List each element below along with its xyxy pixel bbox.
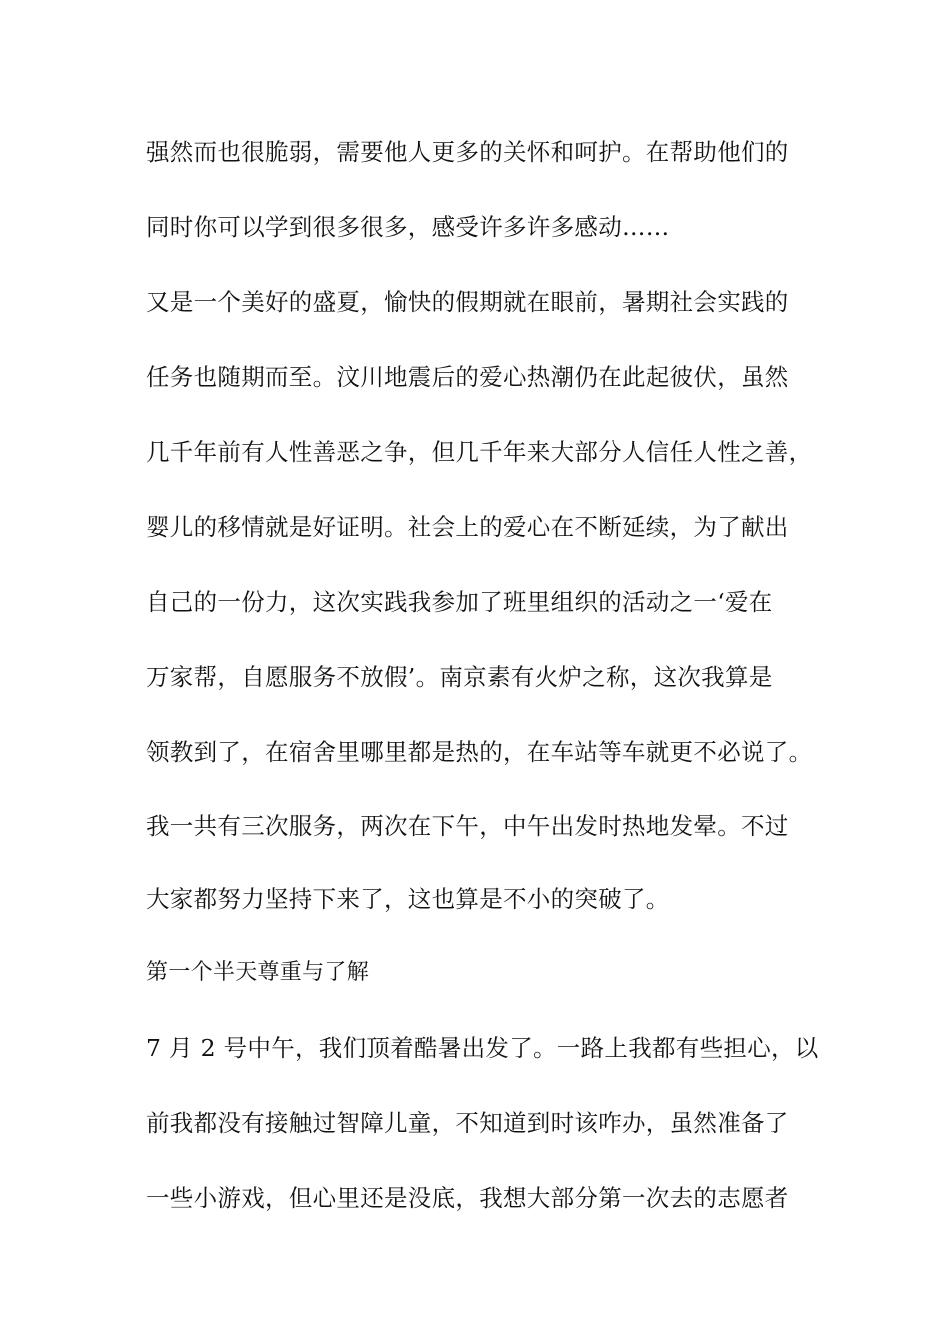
text-line: 任务也随期而至。汶川地震后的爱心热潮仍在此起彼伏，虽然 [146, 363, 789, 391]
text-line: 一些小游戏，但心里还是没底，我想大部分第一次去的志愿者 [146, 1184, 789, 1212]
text-line: 大家都努力坚持下来了，这也算是不小的突破了。 [146, 885, 670, 913]
text-line: 同时你可以学到很多很多，感受许多许多感动…… [146, 213, 670, 241]
text-line: 前我都没有接触过智障儿童，不知道到时该咋办，虽然准备了 [146, 1109, 789, 1137]
text-line: 7 月 2 号中午，我们顶着酷暑出发了。一路上我都有些担心，以 [146, 1034, 819, 1062]
section-heading: 第一个半天尊重与了解 [146, 960, 370, 985]
text-line: 万家帮，自愿服务不放假’。南京素有火炉之称，这次我算是 [146, 663, 773, 691]
text-line: 领教到了，在宿舍里哪里都是热的，在车站等车就更不必说了。 [146, 738, 813, 766]
text-line: 强然而也很脆弱，需要他人更多的关怀和呵护。在帮助他们的 [146, 138, 789, 166]
text-line: 我一共有三次服务，两次在下午，中午出发时热地发晕。不过 [146, 812, 789, 840]
text-line: 几千年前有人性善恶之争，但几千年来大部分人信任人性之善， [146, 438, 813, 466]
text-line: 又是一个美好的盛夏，愉快的假期就在眼前，暑期社会实践的 [146, 288, 789, 316]
text-line: 婴儿的移情就是好证明。社会上的爱心在不断延续，为了献出 [146, 513, 789, 541]
text-line: 自己的一份力，这次实践我参加了班里组织的活动之一‘爱在 [146, 588, 773, 616]
